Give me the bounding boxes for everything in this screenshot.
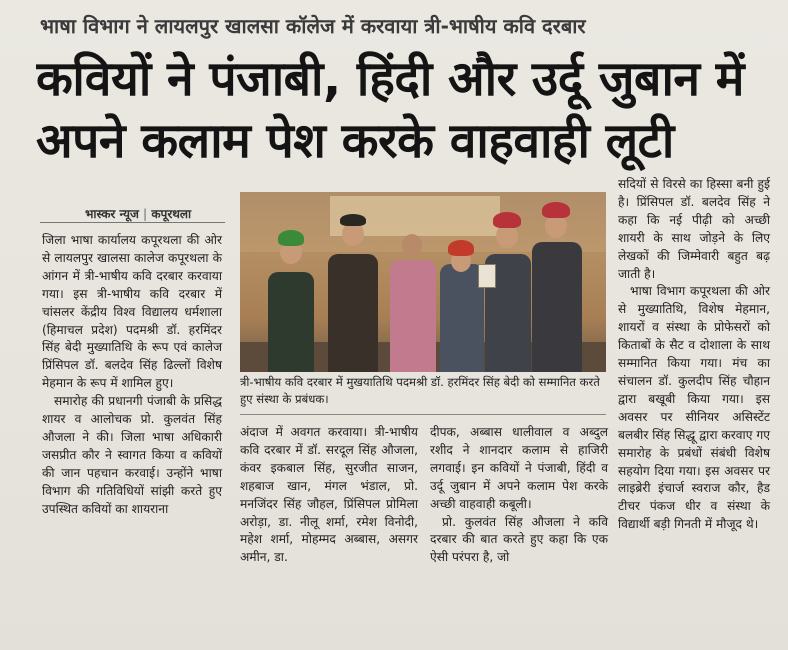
article-paragraph: भाषा विभाग कपूरथला की ओर से मुख्यातिथि, विशेष मेहमान, शायरों व संस्था के प्रोफेसरों को किताबों के सैट व दोशाला के साथ सम्मानित किया गया। मंच का संचालन डॉ. कुलदीप सिंह चौहान द्वारा बखूबी किया गया। इस अवसर पर सीनियर असिस्टेंट बलबीर सिंह सिद्धू द्वारा करवाए गए समारोह के प्रबंधों संबंधी विशेष सहयोग दिया गया। इस अवसर पर लाइब्रेरी इंचार्ज स्वराज कौर, हैड टीचर पंकज धीर व संस्था के विद्यार्थी बड़ी गिनती में मौजूद थे। <box>618 284 770 532</box>
byline-source: भास्कर न्यूज <box>85 207 139 221</box>
byline-place: कपूरथला <box>151 207 192 221</box>
kicker-headline: भाषा विभाग ने लायलपुर खालसा कॉलेज में करवाया त्री-भाषीय कवि दरबार <box>40 14 586 38</box>
main-headline <box>36 48 776 172</box>
person-1 <box>268 272 314 372</box>
news-photo <box>240 192 606 372</box>
headline-line-1: कवियों ने पंजाबी, हिंदी और उर्दू जुबान में <box>36 51 744 107</box>
headline-line-2: अपने कलाम पेश करके वाहवाही लूटी <box>36 113 674 169</box>
article-column-2 <box>240 424 418 567</box>
article-paragraph: दीपक, अब्बास धालीवाल व अब्दुल रशीद ने शानदार कलाम से हाजिरी लगवाई। इन कवियों ने पंजाबी, हिंदी व उर्दू जुबान में अपने कलाम पेश करके अच्छी वाहवाही कबूली। <box>430 425 608 511</box>
person-6 <box>532 242 582 372</box>
article-paragraph: जिला भाषा कार्यालय कपूरथला की ओर से लायलपुर खालसा कालेज कपूरथला के आंगन में त्री-भाषीय कवि दरबार करवाया गया। इस त्री-भाषीय कवि दरबार में चांसलर केंद्रीय विश्व विद्यालय धर्मशाला (हिमाचल प्रदेश) पदमश्री डॉ. हरमिंदर सिंह बेदी मुख्यातिथि के रूप एवं कालेज प्रिंसिपल डॉ. बलदेव सिंह ढिल्लों विशेष मेहमान के रूप में शामिल हुए। <box>42 233 222 391</box>
byline-rule <box>40 222 225 223</box>
person-3 <box>390 260 436 372</box>
person-2 <box>328 254 378 372</box>
article-paragraph: समारोह की प्रधानगी पंजाबी के प्रसिद्ध शायर व आलोचक प्रो. कुलवंत सिंह औजला ने की। जिला भाषा अधिकारी जसप्रीत कौर ने स्वागत किया व कवियों की जान पहचान करवाई। उन्होंने भाषा विभाग की गतिविधियों सांझी करते हुए उपस्थित कवियों का शायराना <box>42 394 222 516</box>
article-paragraph: सदियों से विरसे का हिस्सा बनी हुई है। प्रिंसिपल डॉ. बलदेव सिंह ने कहा कि नई पीढ़ी को अच्छी शायरी के साथ जोड़ने के लिए लेखकों की जिम्मेवारी बहुत बढ़ जाती है। <box>618 177 770 281</box>
photo-caption: त्री-भाषीय कवि दरबार में मुखयातिथि पदमश्री डॉ. हरमिंदर सिंह बेदी को सम्मानित करते हुए संस्था के प्रबंधक। <box>240 375 600 406</box>
article-column-3 <box>430 424 608 567</box>
caption-rule <box>240 414 606 415</box>
byline: भास्कर न्यूज | कपूरथला <box>85 207 192 221</box>
article-paragraph: प्रो. कुलवंत सिंह औजला ने कवि दरबार की बात करते हुए कहा कि एक ऐसी परंपरा है, जो <box>430 514 608 565</box>
article-column-1 <box>42 232 222 519</box>
article-column-4 <box>618 176 770 534</box>
article-paragraph: अंदाज में अवगत करवाया। त्री-भाषीय कवि दरबार में डॉ. सरदूल सिंह औजला, कंवर इकबाल सिंह, सुरजीत साजन, शहबाज खान, मंगल भंडाल, प्रो. मनजिंदर सिंह जौहल, प्रिंसिपल प्रोमिला अरोड़ा, डा. नीलू शर्मा, रमेश विनोदी, महेश शर्मा, मोहम्मद अब्बास, असगर अमीन, डा. <box>240 425 418 565</box>
award-plaque <box>478 264 496 288</box>
